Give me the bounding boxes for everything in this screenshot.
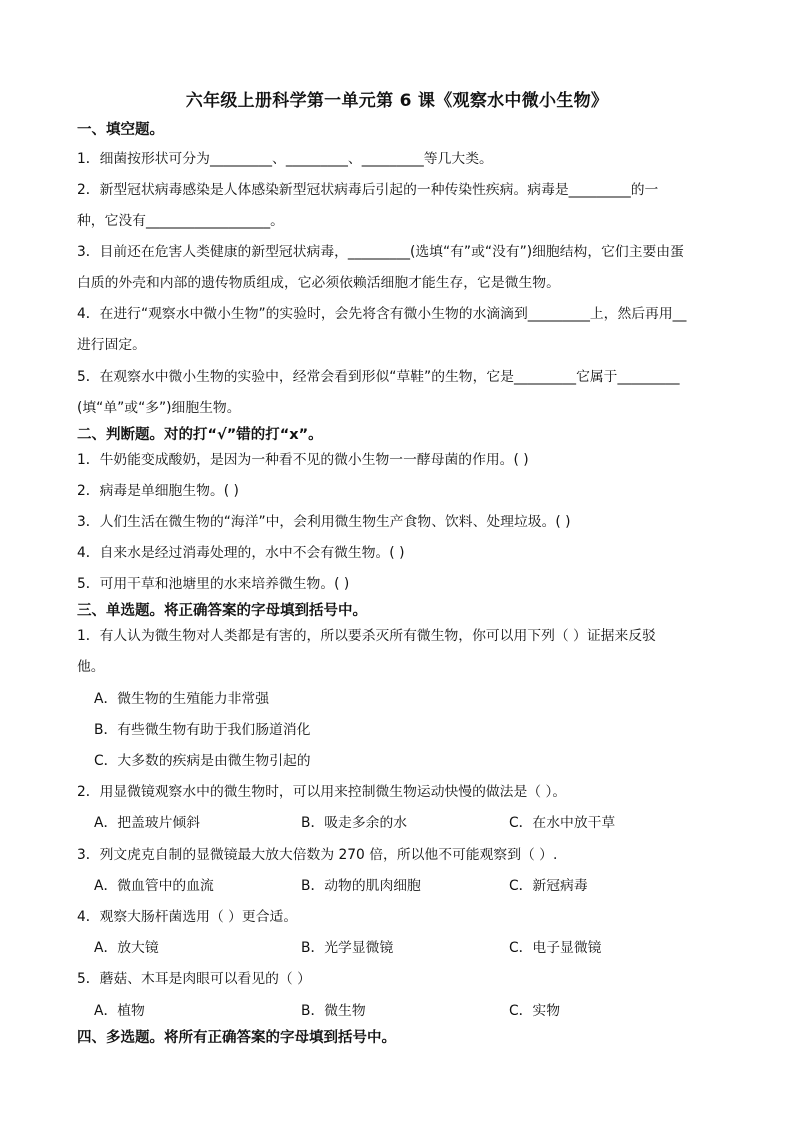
question-text: (填“单”或“多”)细胞生物。 [77,400,241,416]
answer-option: C．电子显微镜 [509,940,602,956]
question-text: 5．蘑菇、木耳是肉眼可以看见的（ ） [77,971,311,987]
question-text: 5．可用干草和池塘里的水来培养微生物。( ) [77,576,350,592]
question-text: 1．细菌按形状可分为_________、_________、_________等几大类。 [77,151,493,167]
question-text: 进行固定。 [77,337,146,353]
answer-option: B．吸走多余的水 [301,815,408,831]
section-heading-single-choice: 三、单选题。将正确答案的字母填到括号中。 [77,603,367,619]
question-text: 2．新型冠状病毒感染是人体感染新型冠状病毒后引起的一种传染性疾病。病毒是_________的一 [77,182,659,198]
question-text: 2．用显微镜观察水中的微生物时，可以用来控制微生物运动快慢的做法是（ ）。 [77,784,567,800]
answer-option: A．放大镜 [94,940,159,956]
answer-option: C．在水中放干草 [509,815,616,831]
question-text: 2．病毒是单细胞生物。( ) [77,483,239,499]
question-text: 他。 [77,659,105,675]
answer-option: B．光学显微镜 [301,940,394,956]
answer-option: C．实物 [509,1003,561,1019]
answer-option: B．有些微生物有助于我们肠道消化 [94,722,311,738]
answer-option: A．把盖玻片倾斜 [94,815,201,831]
answer-option: C．新冠病毒 [509,878,588,894]
question-text: 5．在观察水中微小生物的实验中，经常会看到形似“草鞋”的生物，它是_________它属于_________ [77,369,680,385]
section-heading-true-false: 二、判断题。对的打“√”错的打“x”。 [77,427,323,443]
question-text: 白质的外壳和内部的遗传物质组成，它必须依赖活细胞才能生存，它是微生物。 [77,275,560,291]
section-heading-fill-in: 一、填空题。 [77,122,164,138]
question-text: 4．自来水是经过消毒处理的，水中不会有微生物。( ) [77,545,405,561]
answer-option: A．微血管中的血流 [94,878,214,894]
answer-option: C．大多数的疾病是由微生物引起的 [94,753,311,769]
question-text: 3．人们生活在微生物的“海洋”中，会利用微生物生产食物、饮料、处理垃圾。( ) [77,514,571,530]
answer-option: B．微生物 [301,1003,366,1019]
question-text: 1．牛奶能变成酸奶，是因为一种看不见的微小生物一一酵母菌的作用。( ) [77,452,529,468]
question-text: 3．列文虎克自制的显微镜最大放大倍数为 270 倍，所以他不可能观察到（ ）. [77,847,558,863]
question-text: 种，它没有__________________。 [77,213,284,229]
page-title: 六年级上册科学第一单元第 6 课《观察水中微小生物》 [185,91,609,111]
answer-option: B．动物的肌肉细胞 [301,878,421,894]
answer-option: A．植物 [94,1003,145,1019]
section-heading-multiple-choice: 四、多选题。将所有正确答案的字母填到括号中。 [77,1030,396,1046]
answer-option: A．微生物的生殖能力非常强 [94,691,269,707]
question-text: 4．观察大肠杆菌选用（ ）更合适。 [77,909,298,925]
question-text: 1．有人认为微生物对人类都是有害的，所以要杀灭所有微生物，你可以用下列（ ）证据来反驳 [77,628,656,644]
question-text: 4．在进行“观察水中微小生物”的实验时，会先将含有微小生物的水滴滴到_________上，然后再用__ [77,306,687,322]
question-text: 3．目前还在危害人类健康的新型冠状病毒，_________(选填“有”或“没有”)细胞结构，它们主要由蛋 [77,244,684,260]
